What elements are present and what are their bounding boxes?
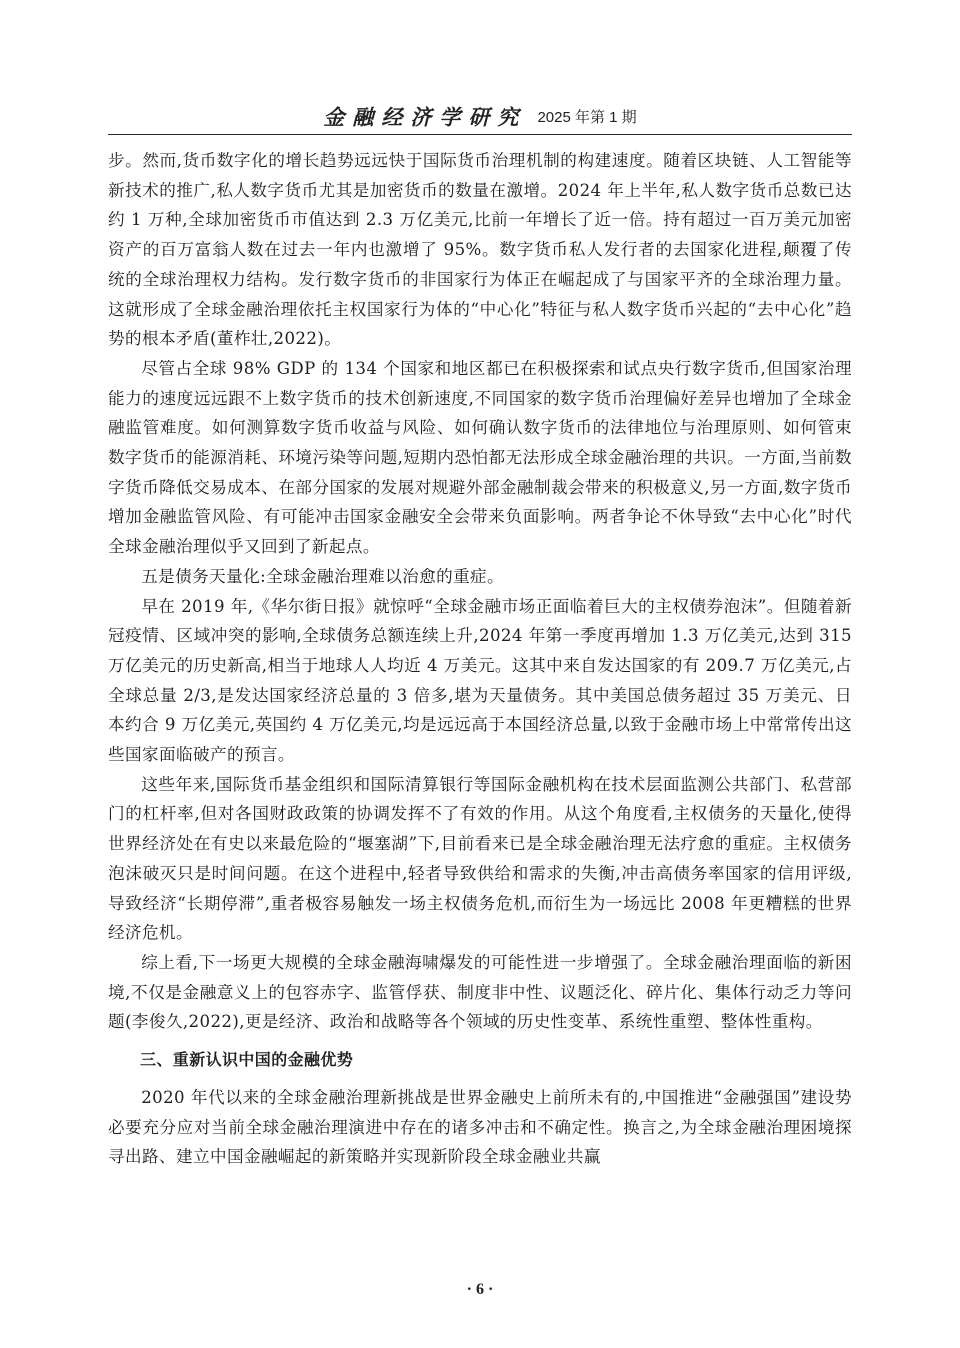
issue-number: 2025 年第 1 期 — [537, 108, 637, 126]
body-text — [108, 146, 852, 1172]
paragraph-point-five: 五是债务天量化:全球金融治理难以治愈的重症。 — [141, 566, 505, 586]
section-heading: 三、重新认识中国的金融优势 — [140, 1050, 354, 1070]
paragraph: 2020 年代以来的全球金融治理新挑战是世界金融史上前所未有的,中国推进“金融强国”建设势必要充分应对当前全球金融治理演进中存在的诸多冲击和不确定性。换言之,为全球金融治理困境探寻出路、建立中国金融崛起的新策略并实现新阶段全球金融业共赢 — [108, 1087, 852, 1167]
journal-name: 金融经济学研究 — [323, 104, 527, 130]
paragraph: 这些年来,国际货币基金组织和国际清算银行等国际金融机构在技术层面监测公共部门、私营部门的杠杆率,但对各国财政政策的协调发挥不了有效的作用。从这个角度看,主权债务的天量化,使得世界经济处在有史以来最危险的“堰塞湖”下,目前看来已是全球金融治理无法疗愈的重症。主权债务泡沫破灭只是时间问题。在这个进程中,轻者导致供给和需求的失衡,冲击高债务率国家的信用评级,导致经济“长期停滞”,重者极容易触发一场主权债务危机,而衍生为一场远比 2008 年更糟糕的世界经济危机。 — [108, 774, 852, 943]
paragraph: 尽管占全球 98% GDP 的 134 个国家和地区都已在积极探索和试点央行数字货币,但国家治理能力的速度远远跟不上数字货币的技术创新速度,不同国家的数字货币治理偏好差异也增加了全球金融监管难度。如何测算数字货币收益与风险、如何确认数字货币的法律地位与治理原则、如何管束数字货币的能源消耗、环境污染等问题,短期内恐怕都无法形成全球金融治理的共识。一方面,当前数字货币降低交易成本、在部分国家的发展对规避外部金融制裁会带来的积极意义,另一方面,数字货币增加金融监管风险、有可能冲击国家金融安全会带来负面影响。两者争论不休导致“去中心化”时代全球金融治理似乎又回到了新起点。 — [108, 358, 852, 557]
page-number: · 6 · — [466, 1281, 494, 1298]
header-title-group — [323, 100, 636, 135]
paragraph: 综上看,下一场更大规模的全球金融海啸爆发的可能性进一步增强了。全球金融治理面临的新困境,不仅是金融意义上的包容赤字、监管俘获、制度非中性、议题泛化、碎片化、集体行动乏力等问题(李俊久,2022),更是经济、政治和战略等各个领域的历史性变革、系统性重塑、整体性重构。 — [108, 952, 852, 1032]
running-header — [108, 100, 852, 135]
paragraph: 早在 2019 年,《华尔街日报》就惊呼“全球金融市场正面临着巨大的主权债券泡沫”。但随着新冠疫情、区域冲突的影响,全球债务总额连续上升,2024 年第一季度再增加 1.3 万亿美元,达到 315 万亿美元的历史新高,相当于地球人人均近 4 万美元。这其中来自发达国家的有 209.7 万亿美元,占全球总量 2/3,是发达国家经济总量的 3 倍多,堪为天量债务。其中美国总债务超过 35 万美元、日本约合 9 万亿美元,英国约 4 万亿美元,均是远远高于本国经济总量,以致于金融市场上中常常传出这些国家面临破产的预言。 — [108, 596, 852, 765]
paragraph-continuation: 步。然而,货币数字化的增长趋势远远快于国际货币治理机制的构建速度。随着区块链、人工智能等新技术的推广,私人数字货币尤其是加密货币的数量在激增。2024 年上半年,私人数字货币总数已达约 1 万种,全球加密货币市值达到 2.3 万亿美元,比前一年增长了近一倍。持有超过一百万美元加密资产的百万富翁人数在过去一年内也激增了 95%。数字货币私人发行者的去国家化进程,颠覆了传统的全球治理权力结构。发行数字货币的非国家行为体正在崛起成了与国家平齐的全球治理力量。这就形成了全球金融治理依托主权国家行为体的“中心化”特征与私人数字货币兴起的“去中心化”趋势的根本矛盾(董柞壮,2022)。 — [108, 151, 852, 349]
